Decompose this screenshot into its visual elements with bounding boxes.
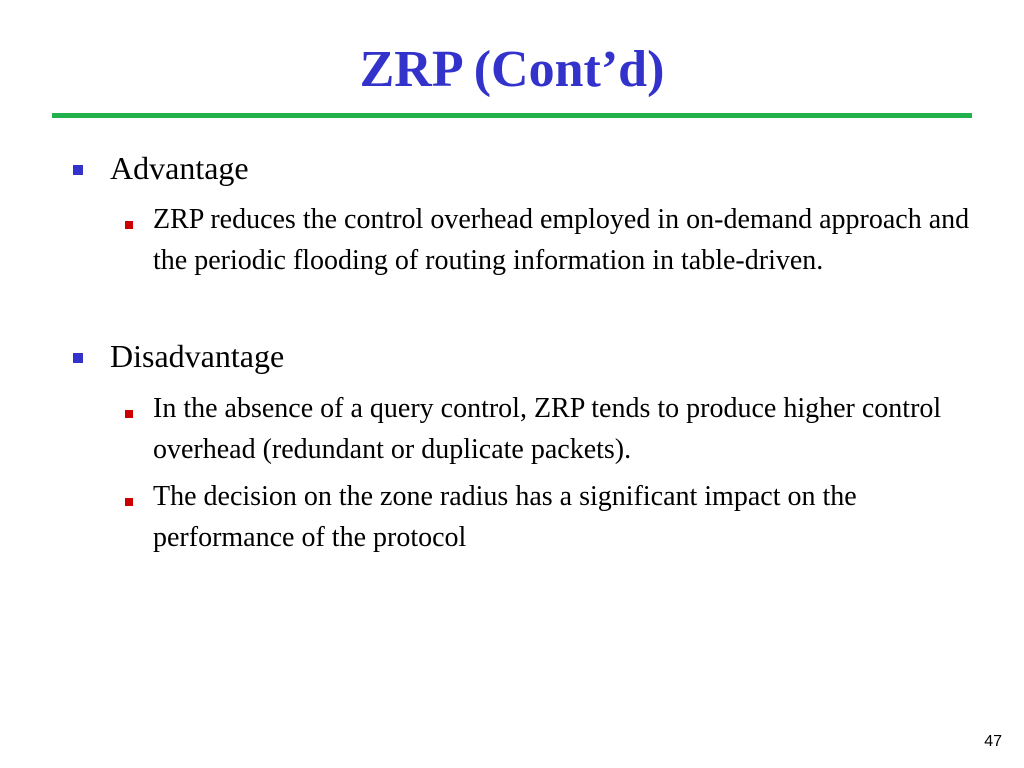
section-heading-disadvantage: Disadvantage [110,338,285,374]
sub-bullet-square-icon [125,221,133,229]
bullet-square-icon [73,165,83,175]
page-number: 47 [984,733,1002,750]
advantage-bullet-1: ZRP reduces the control overhead employed in on-demand approach and the periodic flooding of routing information in table-driven. [153,204,970,276]
disadvantage-bullet-2: The decision on the zone radius has a significant impact on the performance of the protocol [153,481,857,553]
bullet-square-icon [73,353,83,363]
section-heading-advantage: Advantage [110,150,249,186]
disadvantage-bullet-1: In the absence of a query control, ZRP tends to produce higher control overhead (redundant or duplicate packets). [153,393,942,465]
slide-title: ZRP (Cont’d) [359,41,665,98]
sub-bullet-square-icon [125,410,133,418]
title-underline [52,113,972,118]
sub-bullet-square-icon [125,498,133,506]
